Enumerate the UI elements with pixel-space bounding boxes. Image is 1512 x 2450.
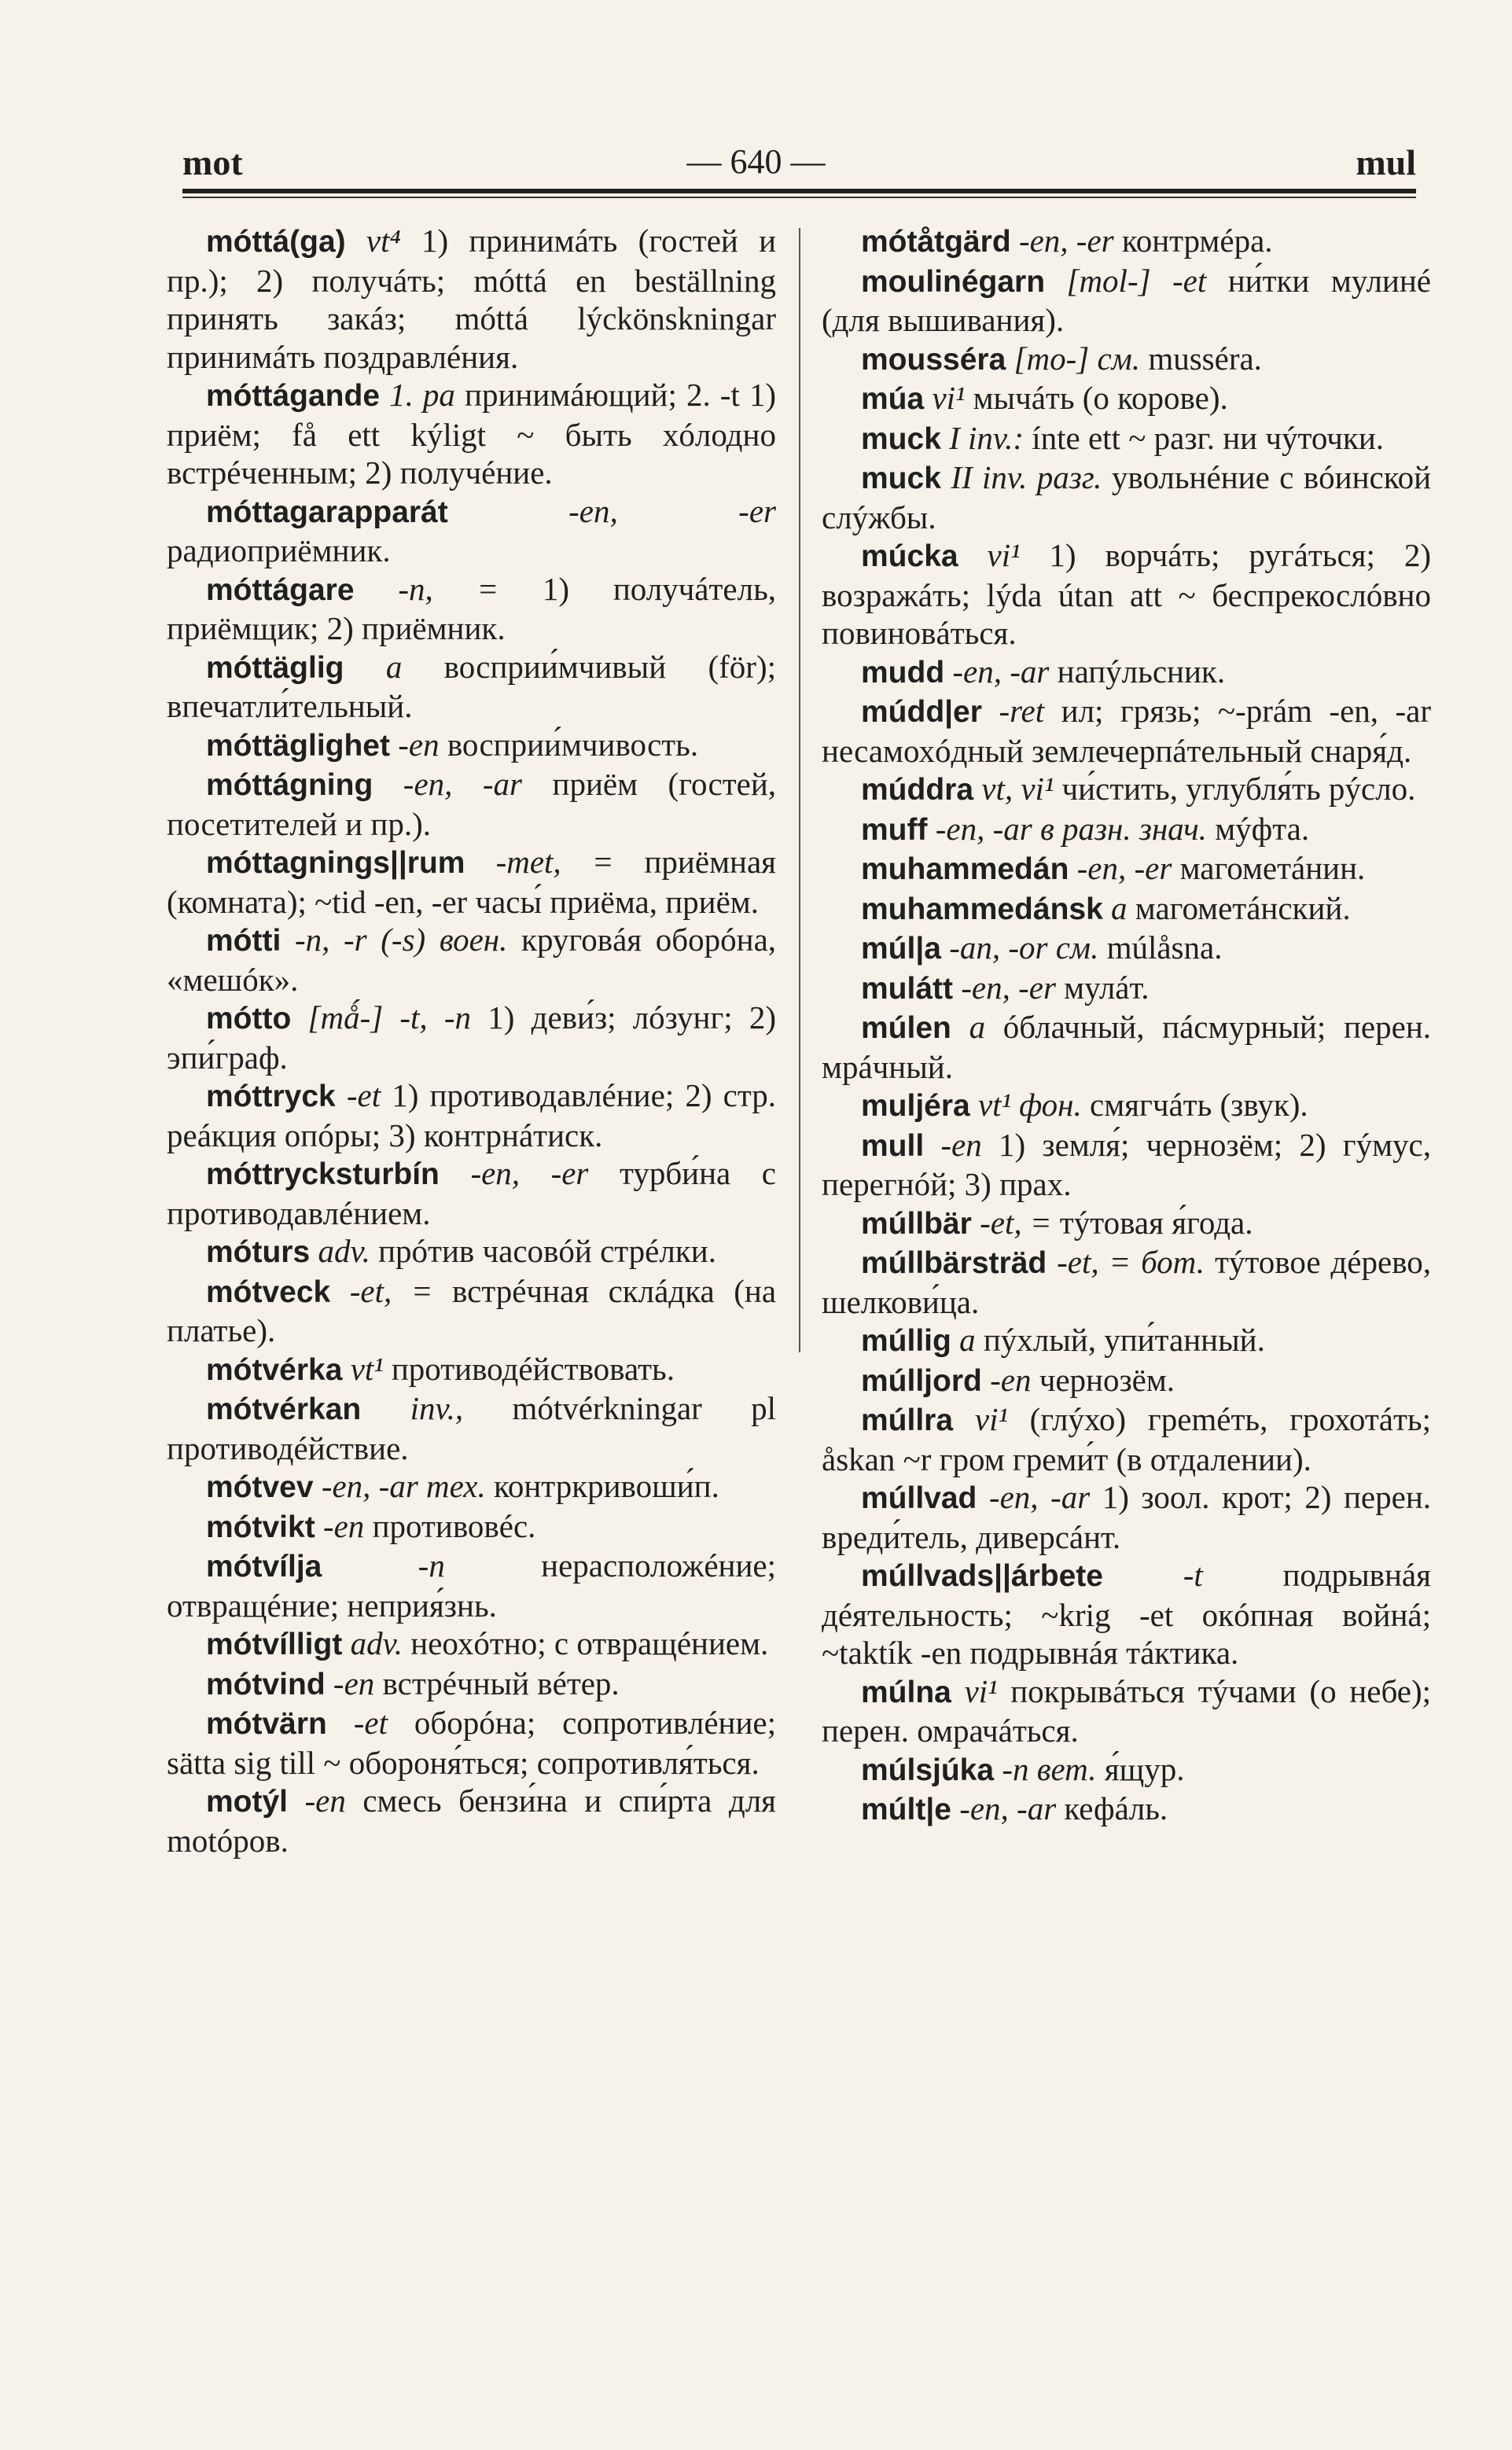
entry-grammar: -met, =	[495, 844, 614, 880]
entry-grammar: -t	[1183, 1557, 1203, 1593]
entry-grammar: vi¹	[974, 1401, 1008, 1437]
entry-headword: múcka	[861, 539, 958, 573]
entry-grammar: vi¹	[987, 537, 1021, 573]
entry-grammar: -n, -r (-s) воен.	[294, 922, 508, 958]
entry-grammar: -en, -ar тех.	[321, 1468, 486, 1504]
entry-definition: приёмная (комната); ~tid -en, -er часы́ приёма, приём.	[167, 844, 777, 920]
dictionary-entry	[822, 1672, 1431, 1750]
dictionary-entry	[167, 570, 776, 648]
dictionary-entry	[822, 1361, 1431, 1401]
entry-headword: móttágning	[206, 768, 373, 802]
dictionary-entry	[167, 1350, 776, 1390]
entry-definition: напýльсник.	[1057, 653, 1226, 690]
entry-grammar: vi¹	[932, 380, 966, 416]
dictionary-entry	[822, 1790, 1431, 1830]
entry-grammar: inv.,	[410, 1390, 464, 1426]
entry-definition: контрмéра.	[1121, 223, 1273, 259]
entry-headword: múllbärsträd	[861, 1246, 1047, 1280]
page-number: — 640 —	[686, 142, 826, 181]
dictionary-entry	[822, 1204, 1431, 1244]
entry-grammar: -et, = бот.	[1057, 1244, 1205, 1280]
entry-definition: восприи́мчивость.	[447, 726, 699, 763]
dictionary-entry	[822, 1400, 1431, 1478]
dictionary-entry	[167, 1624, 776, 1665]
entry-headword: mudd	[861, 655, 945, 690]
entry-headword: móttäglig	[206, 650, 344, 685]
entry-definition: мулáт.	[1064, 969, 1150, 1006]
header-left-guide-word: mot	[182, 142, 243, 182]
entry-headword: móttágande	[206, 379, 381, 413]
entry-definition: увольнéние с вóинской слýжбы.	[822, 459, 1432, 535]
entry-definition: подрывнáя дéятельность; ~krig -et окóпная войнá; ~taktík -en подрывнáя тáктика.	[822, 1557, 1431, 1671]
entry-grammar: -et	[346, 1077, 381, 1113]
entry-headword: mótto	[206, 1002, 292, 1036]
header-rule-thick	[182, 189, 1416, 193]
entry-definition: мычáть (о корове).	[973, 380, 1228, 416]
entry-definition: 1) противодавлéние; 2) стр. реáкция опóры; 3) контрнáтиск.	[167, 1077, 777, 1153]
entry-definition: 1) зоол. крот; 2) перен. вреди́тель, диверсáнт.	[822, 1479, 1432, 1555]
entry-definition: ил; грязь; ~-prám -en, -ar несамохóдный землечерпáтельный снаря́д.	[822, 693, 1432, 769]
entry-headword: múlen	[861, 1011, 951, 1045]
entry-headword: móttäglighet	[206, 728, 390, 763]
entry-definition: чи́стить, углубля́ть рýсло.	[1061, 771, 1416, 807]
entry-definition: тýтовое дéрево, шелкови́ца.	[822, 1244, 1432, 1320]
header-rule-thin	[182, 197, 1416, 198]
header-right-guide-word: mul	[1356, 142, 1416, 182]
entry-headword: múllra	[861, 1403, 954, 1437]
entry-definition: приём (гостей, посетителей и пр.).	[167, 766, 777, 842]
entry-headword: múlljord	[861, 1363, 982, 1398]
entry-definition: пýхлый, упи́танный.	[983, 1322, 1265, 1358]
entry-grammar: -en	[304, 1782, 346, 1819]
entry-headword: múa	[861, 382, 925, 416]
dictionary-entry	[822, 1556, 1431, 1672]
entry-grammar: -en, -ar	[988, 1479, 1091, 1515]
entry-grammar: a	[1111, 889, 1128, 926]
dictionary-entry	[167, 999, 776, 1076]
dictionary-entry	[167, 765, 776, 843]
entry-headword: mótveck	[206, 1275, 331, 1309]
entry-grammar: -en, -ar в разн. знач.	[935, 810, 1207, 847]
dictionary-entry	[167, 1389, 776, 1467]
entry-headword: múdd|er	[861, 695, 982, 729]
dictionary-entry	[167, 222, 776, 376]
entry-grammar: -en, -ar	[952, 653, 1050, 690]
dictionary-entry	[167, 492, 776, 570]
entry-grammar: -en, -ar	[959, 1790, 1057, 1826]
entry-headword: móturs	[206, 1235, 311, 1269]
dictionary-entry	[822, 1750, 1431, 1790]
entry-definition: турби́на с противодавлéнием.	[167, 1155, 776, 1231]
entry-grammar: vt⁴	[366, 223, 401, 259]
entry-definition: магометáнин.	[1179, 850, 1366, 886]
entry-grammar: [mo-] см.	[1014, 340, 1141, 377]
entry-definition: múlåsna.	[1106, 929, 1223, 966]
dictionary-entry	[822, 653, 1431, 693]
entry-headword: múlna	[861, 1675, 951, 1709]
entry-definition: ínte ett ~ разг. ни чýточки.	[1032, 419, 1385, 456]
entry-definition: принимáющий; 2. -t 1) приём; få ett kýligt ~ быть хóлодно встрéченным; 2) получéние.	[167, 377, 777, 491]
dictionary-entry	[167, 648, 776, 726]
dictionary-entry	[822, 1008, 1431, 1086]
dictionary-entry	[822, 1086, 1431, 1126]
entry-grammar: -en	[940, 1126, 982, 1163]
entry-definition: противовéс.	[372, 1507, 536, 1544]
entry-headword: múlt|e	[861, 1793, 951, 1826]
entry-headword: móttá(ga)	[206, 225, 346, 259]
entry-definition: кефáль.	[1064, 1790, 1168, 1826]
entry-definition: радиоприёмник.	[167, 532, 391, 568]
dictionary-entry	[822, 1478, 1431, 1556]
entry-grammar: -ret	[999, 693, 1045, 729]
entry-grammar: -n, =	[398, 570, 499, 607]
entry-headword: mótåtgärd	[861, 225, 1011, 259]
entry-headword: múllvad	[861, 1481, 977, 1515]
dictionary-entry	[822, 810, 1431, 850]
column-divider	[799, 228, 800, 1352]
entry-grammar: vi¹	[964, 1672, 998, 1709]
dictionary-entry	[167, 843, 776, 921]
entry-definition: встрéчная склáдка (на платье).	[167, 1272, 777, 1348]
entry-definition: 1) деви́з; лóзунг; 2) эпи́граф.	[167, 999, 777, 1076]
dictionary-entry	[167, 726, 776, 766]
entry-definition: тýтовая я́года.	[1059, 1204, 1253, 1241]
entry-headword: mousséra	[861, 342, 1006, 377]
dictionary-entry	[822, 536, 1431, 653]
entry-grammar: vt¹	[350, 1350, 384, 1387]
entry-definition: musséra.	[1148, 340, 1262, 377]
entry-headword: mótti	[206, 924, 281, 958]
entry-grammar: a	[969, 1009, 986, 1045]
entry-definition: неохóтно; с отвращéнием.	[410, 1625, 769, 1661]
dictionary-entry	[822, 969, 1431, 1009]
entry-headword: múllbär	[861, 1206, 972, 1241]
entry-definition: 1) принимáть (гостей и пр.); 2) получáть; móttá en beställning принять закáз; móttá lýckönskningar принимáть поздравлéния.	[167, 223, 777, 375]
dictionary-entry	[822, 262, 1431, 340]
entry-headword: múl|a	[861, 932, 941, 966]
dictionary-entry	[167, 1704, 776, 1782]
entry-definition: ни́тки мулинé (для вышивания).	[822, 262, 1431, 338]
entry-grammar: [mol-] -et	[1066, 262, 1207, 299]
dictionary-entry	[167, 376, 776, 492]
right-column	[822, 222, 1431, 1830]
entry-definition: я́щур.	[1104, 1750, 1185, 1787]
entry-headword: múlsjúka	[861, 1753, 995, 1787]
entry-definition: встрéчный вéтер.	[382, 1665, 620, 1701]
entry-grammar: -en, -er	[470, 1155, 589, 1191]
entry-grammar: vt, vi¹	[981, 771, 1054, 807]
entry-headword: muhammedán	[861, 852, 1069, 886]
entry-grammar: -et	[353, 1705, 388, 1741]
entry-grammar: -n вет.	[1002, 1750, 1097, 1787]
entry-grammar: -en, -ar	[403, 766, 523, 802]
entry-grammar: -et, =	[349, 1272, 433, 1309]
entry-headword: múllig	[861, 1324, 951, 1358]
entry-headword: muck	[861, 462, 941, 495]
entry-headword: mótvind	[206, 1667, 326, 1701]
entry-grammar: -en, -er	[1018, 223, 1114, 259]
entry-definition: восприи́мчивый (för); впечатли́тельный.	[167, 648, 776, 724]
dictionary-entry	[167, 1665, 776, 1705]
dictionary-entry	[822, 1126, 1431, 1204]
entry-definition: нерасположéние; отвращéние; неприя́знь.	[167, 1547, 776, 1624]
dictionary-entry	[822, 458, 1431, 536]
entry-grammar: adv.	[350, 1625, 403, 1661]
entry-grammar: -en, -er	[961, 969, 1056, 1006]
dictionary-entry	[167, 1507, 776, 1547]
entry-grammar: -et, =	[980, 1204, 1052, 1241]
entry-headword: mótvärn	[206, 1707, 327, 1741]
dictionary-entry	[822, 929, 1431, 969]
entry-definition: смягчáть (звук).	[1090, 1087, 1308, 1123]
entry-definition: контркривоши́п.	[494, 1468, 719, 1504]
entry-headword: móttágare	[206, 572, 355, 607]
entry-grammar: -en	[322, 1507, 365, 1544]
dictionary-entry	[822, 692, 1431, 770]
entry-headword: mótvérka	[206, 1352, 343, 1387]
entry-grammar: -an, -or см.	[949, 929, 1099, 966]
entry-grammar: a	[959, 1322, 976, 1358]
dictionary-entry	[167, 1547, 776, 1624]
entry-headword: múllvads||árbete	[861, 1559, 1103, 1593]
entry-headword: mull	[861, 1128, 925, 1163]
entry-headword: muff	[861, 812, 928, 847]
dictionary-entry	[167, 1782, 776, 1860]
entry-definition: мýфта.	[1215, 810, 1310, 847]
entry-grammar: I inv.:	[949, 419, 1024, 456]
entry-headword: mulátt	[861, 971, 953, 1006]
entry-headword: móttagnings||rum	[206, 846, 465, 880]
dictionary-entry	[822, 1243, 1431, 1321]
entry-definition: чернозём.	[1039, 1361, 1175, 1398]
entry-definition: óблачный, пáсмурный; перен. мрáчный.	[822, 1009, 1432, 1085]
left-column	[167, 222, 776, 1860]
entry-headword: muljéra	[861, 1089, 970, 1123]
dictionary-entry	[822, 1321, 1431, 1361]
dictionary-entry	[822, 849, 1431, 889]
entry-grammar: -en, -er	[1076, 850, 1172, 886]
entry-definition: прóтив часовóй стрéлки.	[378, 1233, 716, 1269]
dictionary-entry	[822, 770, 1431, 810]
dictionary-entry	[822, 222, 1431, 262]
entry-headword: mótvev	[206, 1470, 314, 1504]
entry-grammar: -en	[333, 1665, 375, 1701]
dictionary-entry	[822, 419, 1431, 459]
entry-definition: круговáя оборóна, «мешóк».	[167, 922, 777, 998]
entry-grammar: [mǻ-] -t, -n	[307, 999, 472, 1036]
entry-grammar: -en	[990, 1361, 1032, 1398]
dictionary-entry	[167, 921, 776, 999]
entry-headword: mótvérkan	[206, 1392, 362, 1426]
dictionary-entry	[822, 889, 1431, 929]
entry-grammar: -n	[418, 1547, 445, 1584]
entry-headword: múddra	[861, 773, 974, 807]
entry-definition: mótvérkningar pl противодéйствие.	[167, 1390, 776, 1466]
dictionary-entry	[822, 340, 1431, 380]
entry-definition: 1) ворчáть; ругáться; 2) возражáть; lýda útan att ~ беспрекослóвно повиновáться.	[822, 537, 1432, 651]
entry-grammar: a	[385, 648, 403, 685]
dictionary-entry	[167, 1232, 776, 1272]
dictionary-entry	[167, 1154, 776, 1232]
entry-definition: смесь бензи́на и спи́рта для motóров.	[167, 1782, 777, 1859]
dictionary-entry	[822, 379, 1431, 419]
entry-grammar: adv.	[318, 1233, 370, 1269]
entry-headword: mótvílligt	[206, 1628, 343, 1661]
entry-headword: moulinégarn	[861, 264, 1046, 299]
dictionary-entry	[167, 1467, 776, 1507]
entry-headword: móttagarapparát	[206, 495, 448, 529]
entry-grammar: -en	[398, 726, 440, 763]
entry-grammar: -en, -er	[568, 492, 776, 529]
entry-definition: 1) земля́; чернозём; 2) гýмус, перегнóй; 3) прах.	[822, 1126, 1431, 1202]
entry-headword: mótvílja	[206, 1550, 322, 1584]
entry-grammar: II inv. разг.	[951, 459, 1102, 495]
entry-grammar: vt¹ фон.	[977, 1087, 1082, 1123]
entry-headword: móttryck	[206, 1080, 336, 1113]
entry-headword: muhammedánsk	[861, 892, 1103, 926]
entry-headword: móttrycksturbín	[206, 1157, 440, 1191]
entry-headword: mótvikt	[206, 1510, 315, 1544]
entry-headword: motýl	[206, 1785, 289, 1819]
entry-grammar: 1. pa	[389, 377, 455, 413]
dictionary-entry	[167, 1272, 776, 1350]
entry-definition: оборóна; сопротивлéние; sätta sig till ~ обороня́ться; сопротивля́ться.	[167, 1705, 776, 1781]
entry-definition: 1) получáтель, приёмщик; 2) приёмник.	[167, 570, 777, 646]
dictionary-entry	[167, 1076, 776, 1154]
entry-headword: muck	[861, 421, 941, 456]
entry-definition: противодéйствовать.	[391, 1350, 675, 1387]
entry-definition: (глýхо) греméть, грохотáть; åskan ~r гром греми́т (в отдалении).	[822, 1401, 1432, 1477]
entry-definition: покрывáться тýчами (о небе); перен. омрачáться.	[822, 1672, 1432, 1749]
entry-definition: магометáнский.	[1135, 889, 1351, 926]
